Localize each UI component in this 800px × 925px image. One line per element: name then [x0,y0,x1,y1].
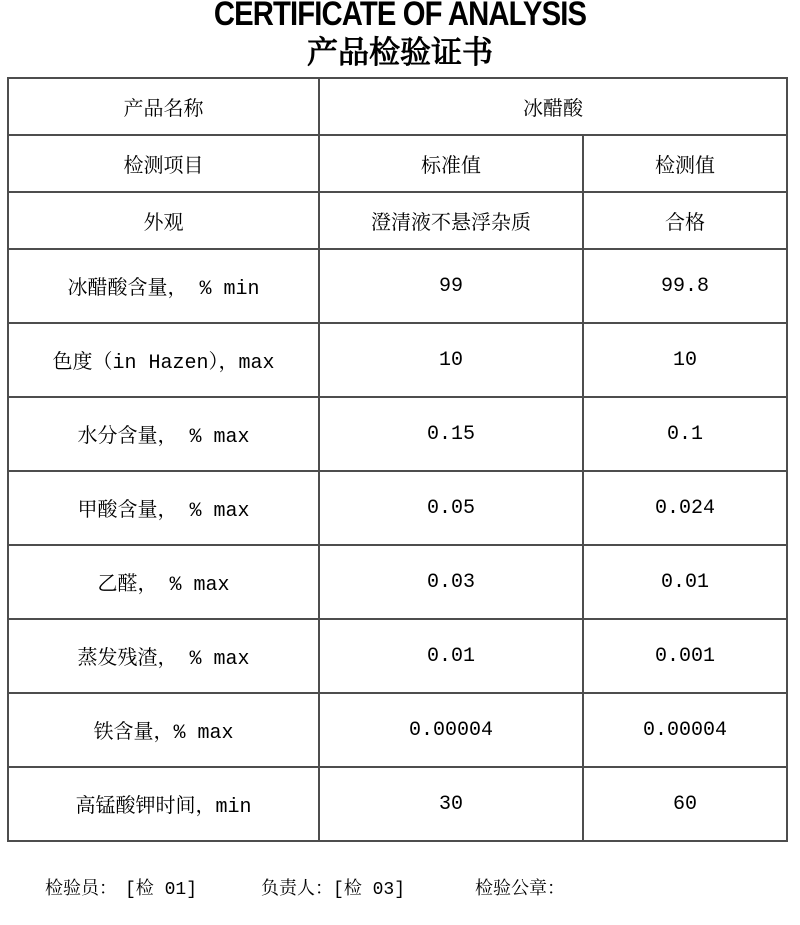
table-row [8,249,787,323]
product-name-value: 冰醋酸 [319,78,787,135]
standard-cell: 0.05 [319,471,583,545]
product-name-row [8,78,787,135]
standard-cell: 0.00004 [319,693,583,767]
item-cell: 甲酸含量， % max [8,471,319,545]
standard-cell: 10 [319,323,583,397]
measured-cell: 10 [583,323,787,397]
column-header-row [8,135,787,192]
certificate-title-cn: 产品检验证书 [307,35,493,70]
table-row [8,545,787,619]
item-cell: 乙醛， % max [8,545,319,619]
standard-cell: 0.01 [319,619,583,693]
table-row [8,323,787,397]
inspector-value: [检 01] [125,880,198,900]
seal-label: 检验公章： [475,880,566,900]
table-row [8,619,787,693]
manager-value: [检 03] [333,880,406,900]
measured-cell: 0.024 [583,471,787,545]
table-row [8,471,787,545]
standard-cell: 0.15 [319,397,583,471]
analysis-table [7,77,788,842]
standard-cell: 30 [319,767,583,841]
standard-cell: 99 [319,249,583,323]
inspector-label: 检验员： [45,880,117,900]
signature-line [0,874,800,900]
measured-cell: 60 [583,767,787,841]
measured-cell: 合格 [583,192,787,249]
item-cell: 外观 [8,192,319,249]
col-header-standard: 标准值 [319,135,583,192]
item-cell: 高锰酸钾时间，min [8,767,319,841]
measured-cell: 0.1 [583,397,787,471]
measured-cell: 0.001 [583,619,787,693]
item-cell: 水分含量， % max [8,397,319,471]
measured-cell: 0.00004 [583,693,787,767]
item-cell: 冰醋酸含量， % min [8,249,319,323]
manager-label: 负责人： [261,880,334,900]
item-cell: 铁含量，% max [8,693,319,767]
table-row [8,767,787,841]
standard-cell: 澄清液不悬浮杂质 [319,192,583,249]
col-header-measured: 检测值 [583,135,787,192]
measured-cell: 0.01 [583,545,787,619]
product-name-label: 产品名称 [8,78,319,135]
measured-cell: 99.8 [583,249,787,323]
table-row [8,192,787,249]
item-cell: 蒸发残渣， % max [8,619,319,693]
item-cell: 色度（in Hazen），max [8,323,319,397]
table-row [8,397,787,471]
table-row [8,693,787,767]
certificate-title-en: CERTIFICATE OF ANALYSIS [213,0,587,33]
standard-cell: 0.03 [319,545,583,619]
col-header-item: 检测项目 [8,135,319,192]
